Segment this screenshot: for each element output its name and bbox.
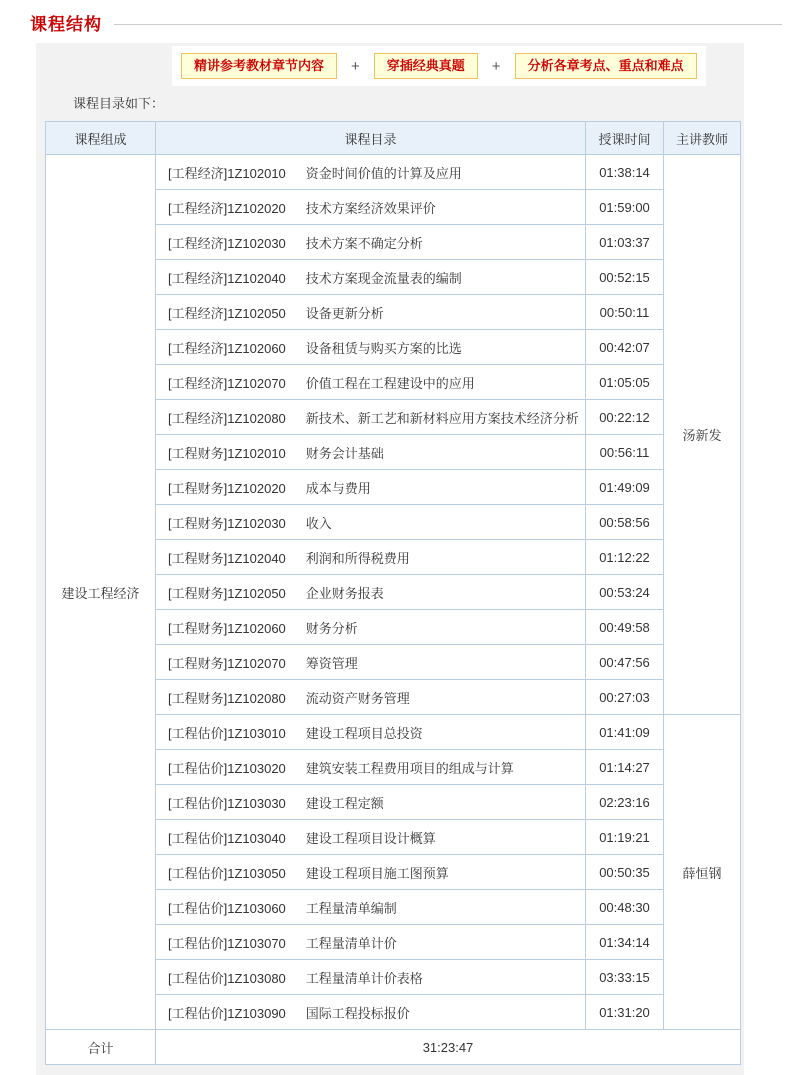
course-cell xyxy=(156,995,586,1030)
lecture-time-cell: 01:49:09 xyxy=(586,470,664,505)
course-title: 建设工程项目设计概算 xyxy=(305,830,436,846)
course-cell xyxy=(156,785,586,820)
course-code: [工程财务]1Z102050 xyxy=(168,585,286,601)
course-table xyxy=(45,121,741,1065)
lecture-time-cell: 00:50:11 xyxy=(586,295,664,330)
instructor-cell: 汤新发 xyxy=(664,155,741,715)
course-title: 资金时间价值的计算及应用 xyxy=(305,165,462,181)
course-cell xyxy=(156,295,586,330)
lecture-time-cell: 01:19:21 xyxy=(586,820,664,855)
course-cell xyxy=(156,540,586,575)
course-cell xyxy=(156,400,586,435)
lecture-time-cell: 01:03:37 xyxy=(586,225,664,260)
course-table-foot xyxy=(46,1030,741,1065)
course-cell xyxy=(156,960,586,995)
course-title: 国际工程投标报价 xyxy=(305,1005,410,1021)
total-time: 31:23:47 xyxy=(156,1030,741,1065)
course-title: 建设工程项目施工图预算 xyxy=(305,865,449,881)
course-code: [工程经济]1Z102050 xyxy=(168,305,286,321)
course-code: [工程财务]1Z102010 xyxy=(168,445,286,461)
course-title: 设备租赁与购买方案的比选 xyxy=(305,340,462,356)
course-title: 筹资管理 xyxy=(305,655,358,671)
header-instructor: 主讲教师 xyxy=(664,122,741,155)
table-row xyxy=(46,155,741,190)
plus-separator: + xyxy=(491,57,501,75)
course-title: 流动资产财务管理 xyxy=(305,690,410,706)
course-code: [工程财务]1Z102060 xyxy=(168,620,286,636)
course-title: 技术方案经济效果评价 xyxy=(305,200,436,216)
lecture-time-cell: 01:31:20 xyxy=(586,995,664,1030)
course-cell xyxy=(156,680,586,715)
lecture-time-cell: 01:41:09 xyxy=(586,715,664,750)
lecture-time-cell: 03:33:15 xyxy=(586,960,664,995)
course-code: [工程财务]1Z102020 xyxy=(168,480,286,496)
course-code: [工程估价]1Z103060 xyxy=(168,900,286,916)
course-title: 收入 xyxy=(305,515,332,531)
course-cell xyxy=(156,225,586,260)
lecture-time-cell: 01:34:14 xyxy=(586,925,664,960)
plus-separator: + xyxy=(351,57,360,75)
badge-strip xyxy=(172,46,706,86)
course-code: [工程估价]1Z103010 xyxy=(168,725,286,741)
course-code: [工程估价]1Z103070 xyxy=(168,935,286,951)
course-title: 新技术、新工艺和新材料应用方案技术经济分析 xyxy=(305,410,579,426)
lecture-time-cell: 00:42:07 xyxy=(586,330,664,365)
course-title: 设备更新分析 xyxy=(305,305,384,321)
total-label: 合计 xyxy=(46,1030,156,1065)
catalog-label: 课程目录如下： xyxy=(73,96,165,111)
course-group-cell: 建设工程经济 xyxy=(46,155,156,1030)
course-title: 财务分析 xyxy=(305,620,358,636)
lecture-time-cell: 01:12:22 xyxy=(586,540,664,575)
lecture-time-cell: 01:14:27 xyxy=(586,750,664,785)
course-title: 价值工程在工程建设中的应用 xyxy=(305,375,475,391)
course-code: [工程经济]1Z102070 xyxy=(168,375,286,391)
course-code: [工程估价]1Z103040 xyxy=(168,830,286,846)
course-code: [工程经济]1Z102080 xyxy=(168,410,286,426)
course-code: [工程估价]1Z103050 xyxy=(168,865,286,881)
course-code: [工程估价]1Z103020 xyxy=(168,760,286,776)
course-table-body xyxy=(46,155,741,1030)
lecture-time-cell: 00:47:56 xyxy=(586,645,664,680)
course-cell xyxy=(156,190,586,225)
course-cell xyxy=(156,575,586,610)
course-cell xyxy=(156,715,586,750)
course-code: [工程财务]1Z102040 xyxy=(168,550,286,566)
course-table-head xyxy=(46,122,741,155)
course-cell xyxy=(156,435,586,470)
course-title: 工程量清单编制 xyxy=(305,900,397,916)
course-title: 财务会计基础 xyxy=(305,445,384,461)
course-cell xyxy=(156,820,586,855)
page-header xyxy=(0,0,790,35)
course-code: [工程估价]1Z103030 xyxy=(168,795,286,811)
header-course-catalog: 课程目录 xyxy=(156,122,586,155)
header-course-group: 课程组成 xyxy=(46,122,156,155)
lecture-time-cell: 00:58:56 xyxy=(586,505,664,540)
page-title: 课程结构 xyxy=(30,15,102,34)
instructor-cell: 薛恒钢 xyxy=(664,715,741,1030)
lecture-time-cell: 00:53:24 xyxy=(586,575,664,610)
lecture-time-cell: 00:27:03 xyxy=(586,680,664,715)
course-title: 工程量清单计价 xyxy=(305,935,397,951)
course-title: 建筑安装工程费用项目的组成与计算 xyxy=(305,760,514,776)
course-code: [工程经济]1Z102040 xyxy=(168,270,286,286)
header-row xyxy=(46,122,741,155)
lecture-time-cell: 00:50:35 xyxy=(586,855,664,890)
course-code: [工程财务]1Z102070 xyxy=(168,655,286,671)
course-cell xyxy=(156,330,586,365)
course-title: 工程量清单计价表格 xyxy=(305,970,423,986)
course-cell xyxy=(156,925,586,960)
lecture-time-cell: 00:48:30 xyxy=(586,890,664,925)
course-cell xyxy=(156,155,586,190)
course-cell xyxy=(156,890,586,925)
lecture-time-cell: 00:56:11 xyxy=(586,435,664,470)
course-title: 技术方案不确定分析 xyxy=(305,235,423,251)
course-title: 技术方案现金流量表的编制 xyxy=(305,270,462,286)
lecture-time-cell: 02:23:16 xyxy=(586,785,664,820)
lecture-time-cell: 00:52:15 xyxy=(586,260,664,295)
course-title: 建设工程项目总投资 xyxy=(305,725,423,741)
course-cell xyxy=(156,505,586,540)
course-title: 企业财务报表 xyxy=(305,585,384,601)
lecture-time-cell: 00:22:12 xyxy=(586,400,664,435)
content-panel xyxy=(36,43,744,1075)
lecture-time-cell: 01:59:00 xyxy=(586,190,664,225)
course-code: [工程估价]1Z103080 xyxy=(168,970,286,986)
title-divider xyxy=(114,24,782,25)
course-cell xyxy=(156,645,586,680)
lecture-time-cell: 01:05:05 xyxy=(586,365,664,400)
course-code: [工程经济]1Z102010 xyxy=(168,165,286,181)
lecture-time-cell: 01:38:14 xyxy=(586,155,664,190)
course-cell xyxy=(156,470,586,505)
badge-lecture-content: 精讲参考教材章节内容 xyxy=(181,53,337,79)
header-lecture-time: 授课时间 xyxy=(586,122,664,155)
course-code: [工程财务]1Z102080 xyxy=(168,690,286,706)
course-code: [工程经济]1Z102030 xyxy=(168,235,286,251)
course-code: [工程经济]1Z102020 xyxy=(168,200,286,216)
lecture-time-cell: 00:49:58 xyxy=(586,610,664,645)
course-cell xyxy=(156,610,586,645)
course-code: [工程经济]1Z102060 xyxy=(168,340,286,356)
badge-strip-row xyxy=(36,43,744,86)
course-code: [工程财务]1Z102030 xyxy=(168,515,286,531)
course-title: 建设工程定额 xyxy=(305,795,384,811)
course-title: 利润和所得税费用 xyxy=(305,550,410,566)
course-code: [工程估价]1Z103090 xyxy=(168,1005,286,1021)
course-cell xyxy=(156,855,586,890)
course-cell xyxy=(156,260,586,295)
course-title: 成本与费用 xyxy=(305,480,371,496)
total-row xyxy=(46,1030,741,1065)
course-cell xyxy=(156,365,586,400)
course-cell xyxy=(156,750,586,785)
badge-exam-questions: 穿插经典真题 xyxy=(374,53,478,79)
badge-key-points: 分析各章考点、重点和难点 xyxy=(515,53,697,79)
